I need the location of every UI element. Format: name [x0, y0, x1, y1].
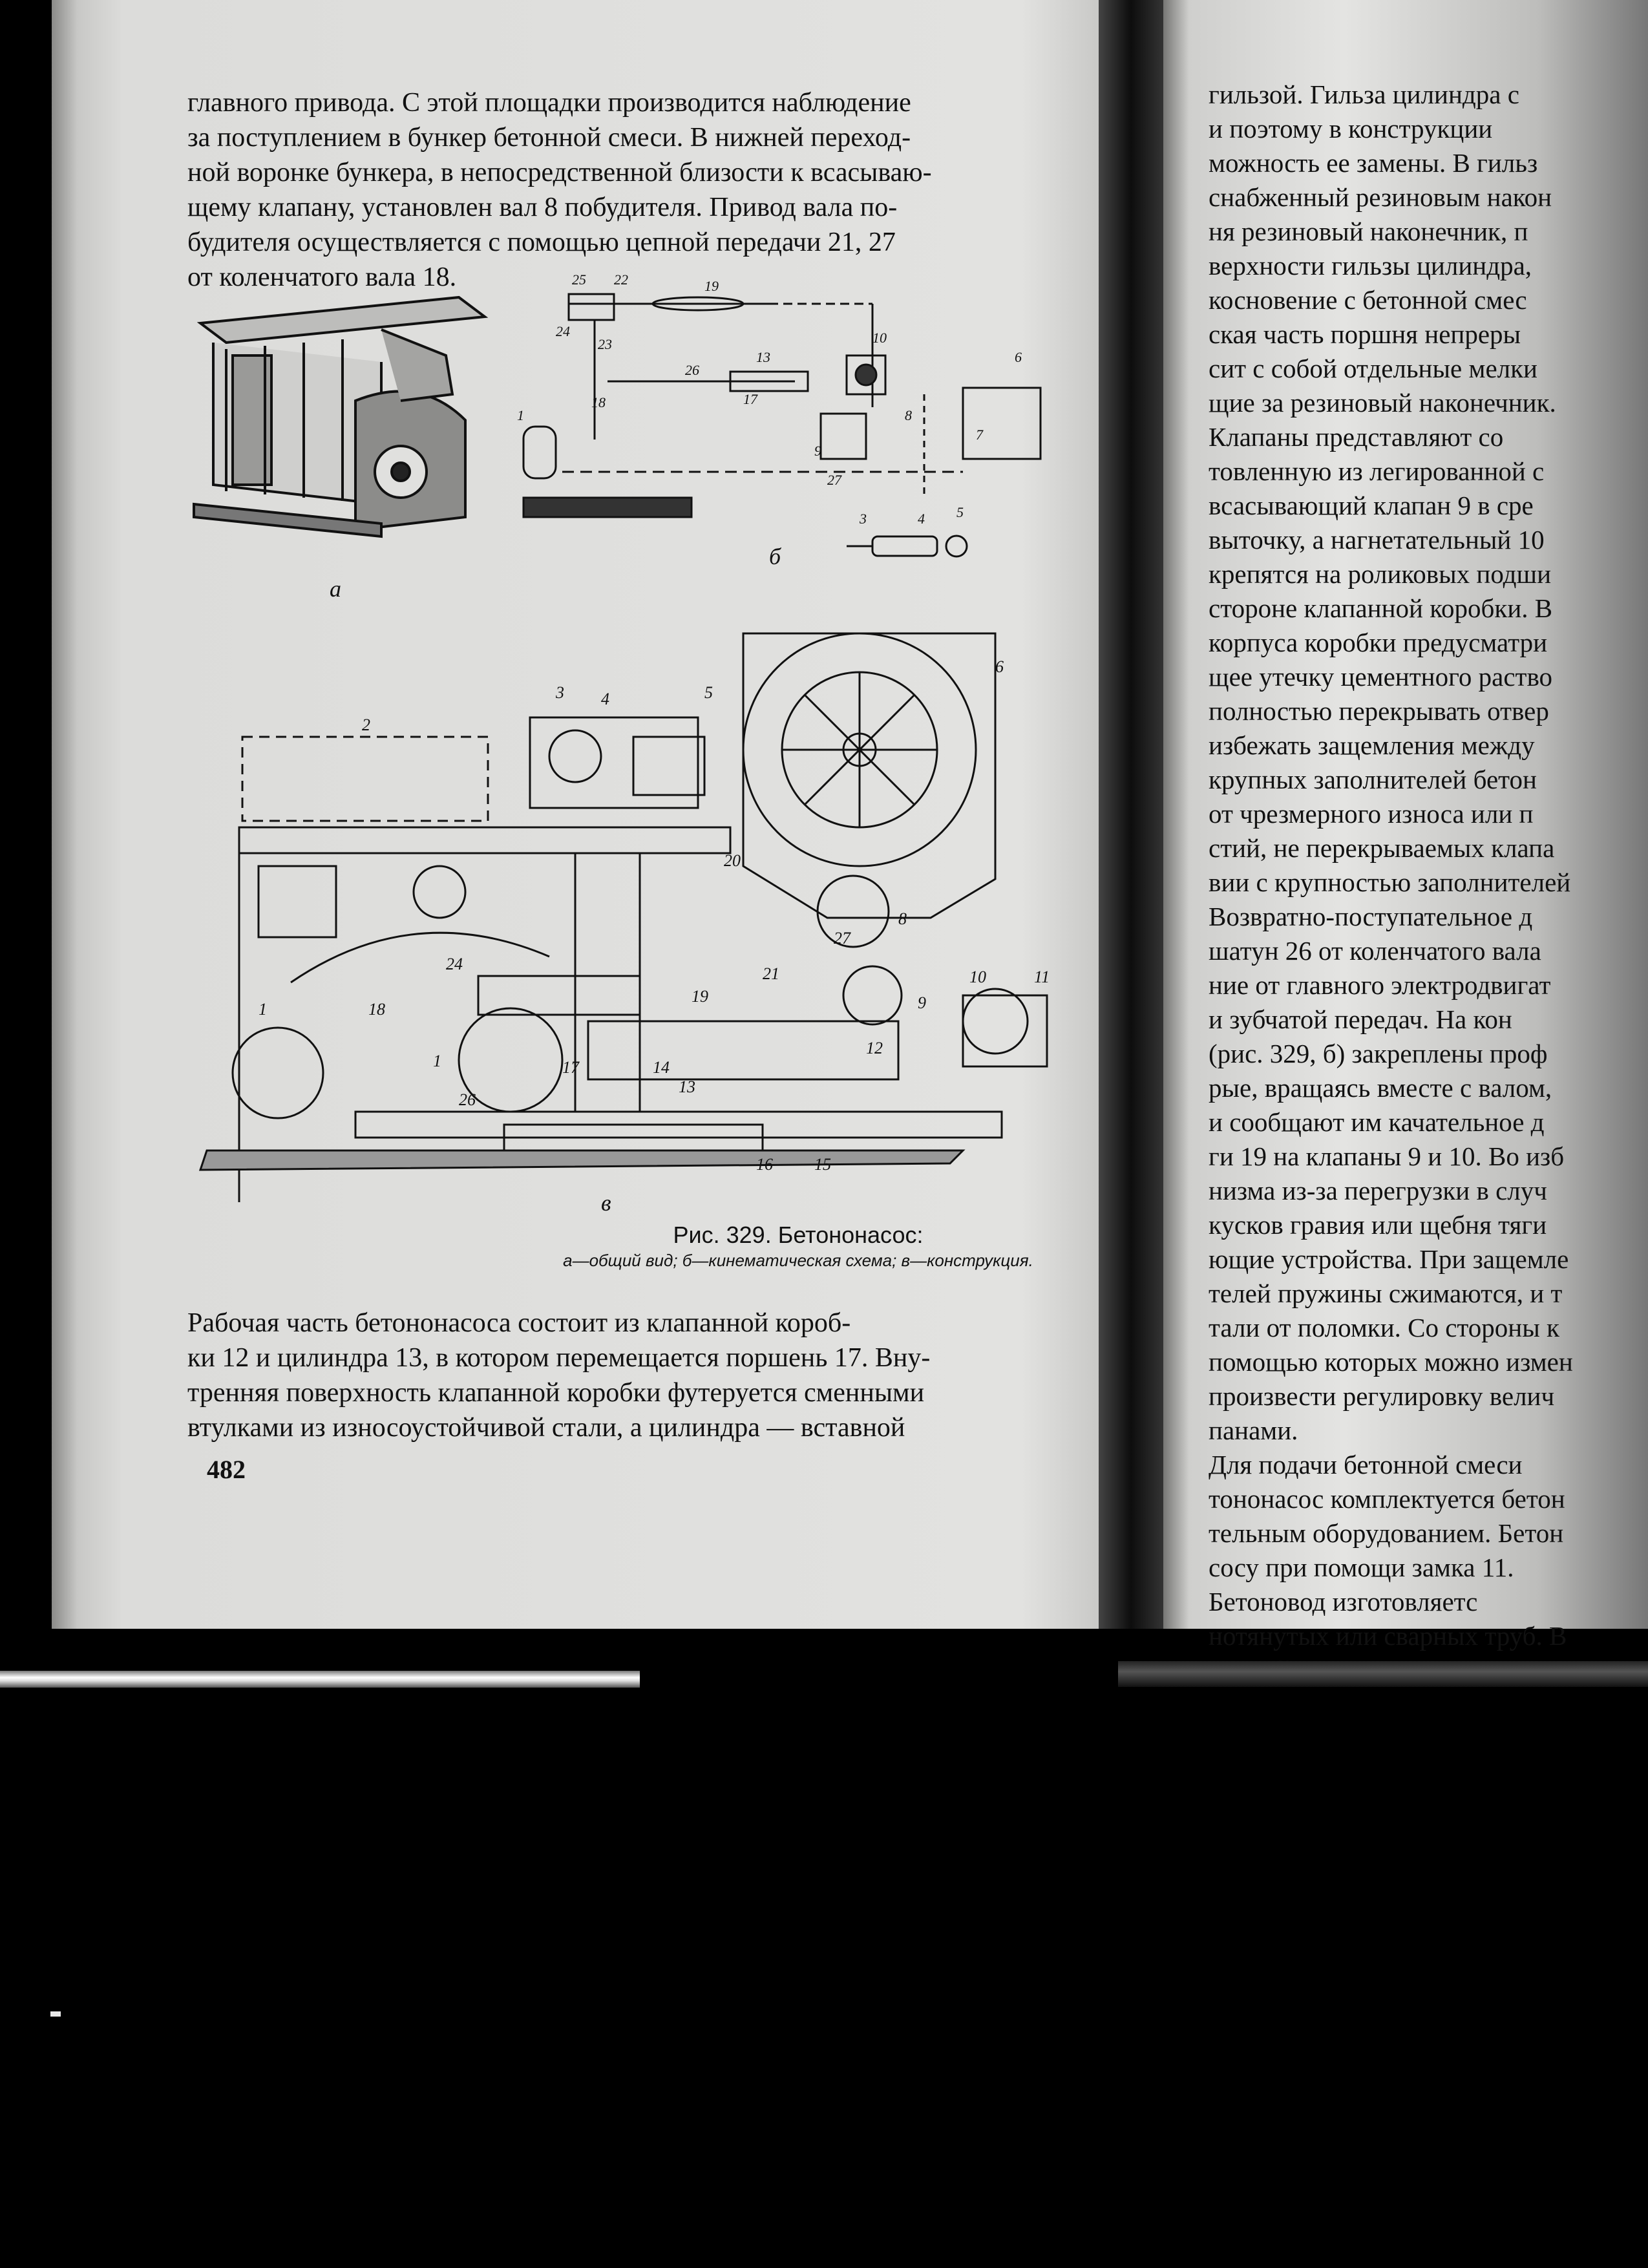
left-bottom-paragraph	[187, 1306, 1079, 1445]
scan-artifact	[50, 2011, 61, 2017]
text-line: щие за резиновый наконечник.	[1209, 388, 1556, 418]
text-line: и сообщают им качательное д	[1209, 1107, 1545, 1137]
construction-callout-number: 12	[866, 1039, 883, 1057]
text-line: ги 19 на клапаны 9 и 10. Во изб	[1209, 1141, 1565, 1171]
left-top-paragraph	[187, 85, 1041, 295]
scheme-callout-number: 8	[905, 407, 912, 423]
scheme-callout-number: 27	[827, 472, 841, 488]
figure-label-c: в	[601, 1190, 611, 1216]
text-line: ной воронке бункера, в непосредственной близости к всасываю-	[187, 158, 932, 187]
scheme-callout-number: 18	[591, 394, 606, 410]
scheme-callout-number: 5	[956, 504, 964, 520]
figure-b-kinematic-scheme	[511, 265, 1079, 569]
text-line: вии с крупностью заполнителей	[1209, 867, 1571, 897]
text-line: ская часть поршня непреры	[1209, 319, 1521, 349]
text-line: крупных заполнителей бетон	[1209, 765, 1537, 794]
construction-callout-number: 11	[1034, 968, 1050, 986]
text-line: нотянутых или сварных труб. В	[1209, 1621, 1567, 1651]
text-line: крепятся на роликовых подши	[1209, 559, 1552, 589]
text-line: полностью перекрывать отвер	[1209, 696, 1549, 726]
text-line: Возвратно-поступательное д	[1209, 902, 1533, 931]
text-line: товленную из легированной с	[1209, 456, 1545, 486]
text-line: тельным оборудованием. Бетон	[1209, 1518, 1564, 1548]
figure-c-construction	[187, 620, 1079, 1202]
text-line: и зубчатой передач. На кон	[1209, 1004, 1512, 1034]
text-line: тононасос комплектуется бетон	[1209, 1484, 1565, 1514]
text-line: косновение с бетонной смес	[1209, 285, 1527, 315]
text-line: от коленчатого вала 18.	[187, 262, 457, 292]
text-line: тали от поломки. Со стороны к	[1209, 1313, 1559, 1342]
construction-callout-number: 16	[756, 1155, 773, 1174]
text-line: всасывающий клапан 9 в сре	[1209, 491, 1534, 520]
text-line: Рабочая часть бетононасоса состоит из клапанной короб-	[187, 1308, 851, 1338]
construction-callout-number: 15	[814, 1155, 831, 1174]
figure-label-b: б	[769, 544, 781, 569]
text-line: ющие устройства. При защемле	[1209, 1244, 1569, 1274]
scheme-callout-number: 22	[614, 271, 628, 288]
construction-callout-number: 6	[995, 657, 1004, 676]
scheme-callout-number: 25	[572, 271, 586, 288]
text-line: щему клапану, установлен вал 8 побудителя. Привод вала по-	[187, 193, 898, 222]
text-line: панами.	[1209, 1415, 1298, 1445]
text-line: ки 12 и цилиндра 13, в котором перемещается поршень 17. Вну-	[187, 1343, 931, 1373]
construction-callout-number: 19	[692, 987, 708, 1006]
scheme-callout-number: 10	[872, 330, 887, 346]
scheme-callout-number: 26	[685, 362, 699, 378]
text-line: Бетоновод изготовляетс	[1209, 1587, 1478, 1616]
text-line: гильзой. Гильза цилиндра с	[1209, 79, 1519, 109]
construction-callout-number: 9	[918, 993, 926, 1012]
right-page-text	[1209, 78, 1648, 1688]
construction-callout-number: 21	[763, 964, 779, 983]
text-line: верхности гильзы цилиндра,	[1209, 251, 1532, 281]
text-line: корпуса коробки предусматри	[1209, 628, 1548, 657]
text-line: щее утечку цементного раство	[1209, 662, 1553, 692]
text-line: втулками из износоустойчивой стали, а цилиндра — вставной	[187, 1413, 905, 1443]
text-line: ня резиновый наконечник, п	[1209, 217, 1528, 246]
construction-callout-number: 8	[898, 909, 907, 928]
text-line: и поэтому в конструкции	[1209, 114, 1493, 143]
scheme-callout-number: 1	[517, 407, 524, 423]
construction-callout-number: 20	[724, 851, 741, 870]
construction-callout-number: 14	[653, 1058, 670, 1077]
text-line: Клапаны представляют со	[1209, 422, 1504, 452]
construction-callout-number: 1	[433, 1052, 441, 1070]
construction-callout-number: 10	[969, 968, 986, 986]
text-line: произвести регулировку велич	[1209, 1381, 1555, 1411]
text-line: помощью которых можно измен	[1209, 1347, 1573, 1377]
text-line: снабженный резиновым након	[1209, 182, 1552, 212]
text-line: тренняя поверхность клапанной коробки футеруется сменными	[187, 1378, 925, 1408]
construction-callout-number: 27	[834, 929, 850, 948]
figure-a-general-view	[187, 271, 498, 549]
figure-caption-sub: а—общий вид; б—кинематическая схема; в—конструкция.	[563, 1251, 1033, 1270]
scheme-callout-number: 24	[556, 323, 570, 339]
text-line: рые, вращаясь вместе с валом,	[1209, 1073, 1552, 1103]
scheme-callout-number: 7	[976, 427, 983, 443]
text-line: стий, не перекрываемых клапа	[1209, 833, 1555, 863]
scheme-callout-number: 3	[860, 511, 867, 527]
figure-label-a: а	[330, 576, 341, 602]
page-number: 482	[207, 1455, 246, 1484]
text-line: от чрезмерного износа или п	[1209, 799, 1534, 829]
figure-caption-title: Рис. 329. Бетононасос:	[673, 1222, 924, 1248]
text-line: низма из-за перегрузки в случ	[1209, 1176, 1547, 1205]
construction-callout-number: 13	[679, 1077, 695, 1096]
text-line: кусков гравия или щебня тяги	[1209, 1210, 1547, 1240]
construction-callout-number: 18	[368, 1000, 385, 1019]
scheme-callout-number: 19	[704, 278, 719, 294]
text-line: (рис. 329, б) закреплены проф	[1209, 1039, 1548, 1068]
text-line: главного привода. С этой площадки производится наблюдение	[187, 88, 911, 118]
text-line: за поступлением в бункер бетонной смеси. В нижней переход-	[187, 123, 911, 153]
construction-callout-number: 4	[601, 690, 609, 708]
scheme-callout-number: 4	[918, 511, 925, 527]
book-gutter	[1099, 0, 1163, 1629]
construction-callout-number: 24	[446, 955, 463, 973]
construction-callout-number: 26	[459, 1090, 476, 1109]
text-line: можность ее замены. В гильз	[1209, 148, 1538, 178]
text-line: сит с собой отдельные мелки	[1209, 354, 1537, 383]
scanner-strip	[0, 1671, 640, 1688]
construction-callout-number: 2	[362, 715, 370, 734]
construction-callout-number: 5	[704, 683, 713, 702]
text-line: шатун 26 от коленчатого вала	[1209, 936, 1541, 966]
text-line: стороне клапанной коробки. В	[1209, 593, 1553, 623]
text-line: ние от главного электродвигат	[1209, 970, 1551, 1000]
text-line: Для подачи бетонной смеси	[1209, 1450, 1523, 1479]
text-line: избежать защемления между	[1209, 730, 1535, 760]
scheme-callout-number: 23	[598, 336, 612, 352]
scanner-edge	[1118, 1661, 1648, 1687]
scheme-callout-number: 13	[756, 349, 770, 365]
text-line: будителя осуществляется с помощью цепной передачи 21, 27	[187, 228, 896, 257]
text-line: выточку, а нагнетательный 10	[1209, 525, 1545, 555]
text-line: телей пружины сжимаются, и т	[1209, 1278, 1563, 1308]
scheme-callout-number: 17	[743, 391, 757, 407]
text-line: сосу при помощи замка 11.	[1209, 1553, 1514, 1582]
scheme-callout-number: 9	[814, 443, 821, 459]
construction-callout-number: 1	[259, 1000, 267, 1019]
construction-callout-number: 3	[556, 683, 564, 702]
scheme-callout-number: 6	[1015, 349, 1022, 365]
construction-callout-number: 17	[562, 1058, 579, 1077]
